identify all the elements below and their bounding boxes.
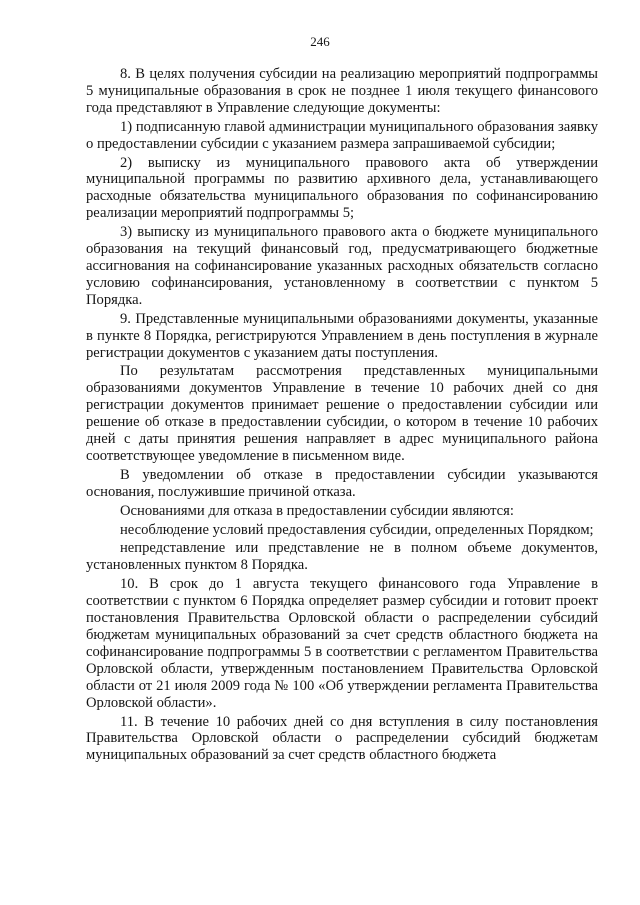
paragraph-8: 8. В целях получения субсидии на реализацию мероприятий подпрограммы 5 муниципальные образования в срок не позднее 1 июля текущего финансового года представляют в Управление следующие документы:: [86, 66, 598, 116]
page-number: 246: [310, 34, 330, 49]
paragraph-refusal-grounds: Основаниями для отказа в предоставлении субсидии являются:: [120, 502, 514, 519]
paragraph-8-item-2: 2) выписку из муниципального правового акта об утверждении муниципальной программы по развитию архивного дела, устанавливающего расходные обязательства муниципального образования по софинансированию реализации мероприятий подпрограммы 5;: [86, 154, 598, 222]
paragraph-refusal-notice: В уведомлении об отказе в предоставлении субсидии указываются основания, послужившие причиной отказа.: [86, 466, 598, 500]
paragraph-8-item-3: 3) выписку из муниципального правового акта о бюджете муниципального образования на текущий финансовый год, предусматривающего бюджетные ассигнования на софинансирование указанных расходных обязательств согласно условию софинансирования, установленному в соответствии с пунктом 5 Порядка.: [86, 224, 598, 308]
paragraph-ground-1: несоблюдение условий предоставления субсидии, определенных Порядком;: [120, 521, 594, 538]
paragraph-9: 9. Представленные муниципальными образованиями документы, указанные в пункте 8 Порядка, регистрируются Управлением в день поступления в журнале регистрации документов с указанием даты поступления.: [86, 310, 598, 361]
paragraph-ground-2: непредставление или представление не в полном объеме документов, установленных пунктом 8 Порядка.: [86, 540, 598, 574]
paragraph-review-results: По результатам рассмотрения представленных муниципальными образованиями документов Управление в течение 10 рабочих дней со дня регистрации документов принимает решение о предоставлении субсидии или решение об отказе в предоставлении субсидии, о котором в течение 10 рабочих дней с даты принятия решения направляет в адрес муниципального района соответствующее уведомление в письменном виде.: [86, 363, 598, 464]
paragraph-10: 10. В срок до 1 августа текущего финансового года Управление в соответствии с пунктом 6 Порядка определяет размер субсидии и готовит проект постановления Правительства Орловской области о распределении субсидий бюджетам муниципальных образований за счет средств областного бюджета на софинансирование подпрограммы 5 в соответствии с регламентом Правительства Орловской области, утвержденным постановлением Правительства Орловской области от 21 июля 2009 года № 100 «Об утверждении регламента Правительства Орловской области».: [86, 576, 598, 711]
paragraph-8-item-1: 1) подписанную главой администрации муниципального образования заявку о предоставлении субсидии с указанием размера запрашиваемой субсидии;: [86, 118, 598, 152]
paragraph-11: 11. В течение 10 рабочих дней со дня вступления в силу постановления Правительства Орловской области о распределении субсидий бюджетам муниципальных образований за счет средств областного бюджета: [86, 713, 598, 764]
document-body: [86, 66, 598, 764]
